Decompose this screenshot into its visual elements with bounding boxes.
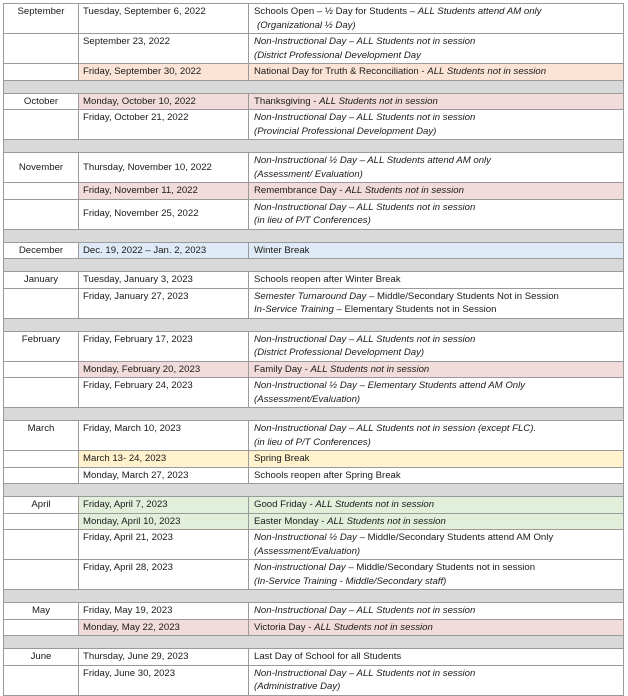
event-text-segment: Spring Break <box>254 453 310 464</box>
event-text-segment: Non-Instructional Day – ALL Students not in session <box>254 36 476 47</box>
event-text-segment: – Middle/Secondary Students not in session <box>345 562 536 573</box>
event-description-cell <box>249 530 624 560</box>
event-text-segment: ALL Students not in session <box>310 363 430 375</box>
month-cell: November <box>4 153 79 183</box>
event-description-cell <box>249 560 624 590</box>
separator-cell <box>4 484 624 497</box>
event-text-segment: Last Day of School for all Students <box>254 651 402 662</box>
event-line <box>254 422 619 436</box>
month-cell <box>4 530 79 560</box>
event-description-cell <box>249 497 624 514</box>
date-cell: Friday, February 17, 2023 <box>79 331 249 361</box>
event-text-segment: – Middle/Secondary Students Not in Session <box>366 290 559 302</box>
month-cell: September <box>4 4 79 34</box>
date-cell: Friday, November 25, 2022 <box>79 199 249 229</box>
event-line <box>254 680 619 694</box>
event-line <box>254 515 619 529</box>
month-cell: January <box>4 272 79 289</box>
section-separator <box>4 590 624 603</box>
date-cell: Friday, June 30, 2023 <box>79 665 249 695</box>
event-text-segment: Non-Instructional Day – ALL Students not in session <box>254 605 476 616</box>
event-text-segment: Schools Open – ½ Day for Students – <box>254 6 418 17</box>
calendar-body <box>4 4 624 696</box>
event-line <box>254 545 619 559</box>
date-cell: Friday, March 10, 2023 <box>79 421 249 451</box>
month-cell <box>4 361 79 378</box>
event-description-cell <box>249 4 624 34</box>
separator-cell <box>4 318 624 331</box>
event-text-segment: ALL Students not in session <box>319 95 438 107</box>
month-cell <box>4 513 79 530</box>
event-description-cell <box>249 272 624 289</box>
section-separator <box>4 484 624 497</box>
event-description-cell <box>249 619 624 636</box>
event-text-segment: Non-Instructional Day – ALL Students not in session <box>254 333 476 345</box>
event-text-segment: (Organizational ½ Day) <box>257 19 356 31</box>
event-text-segment: ALL Students attend AM only <box>417 6 542 17</box>
event-text-segment: – Elementary Students not in Session <box>333 304 497 315</box>
calendar-row <box>4 421 624 451</box>
calendar-row <box>4 619 624 636</box>
month-cell <box>4 378 79 408</box>
calendar-row <box>4 560 624 590</box>
event-text-segment: (Provincial Professional Development Day) <box>254 125 437 137</box>
calendar-row <box>4 199 624 229</box>
event-text-segment: (in lieu of P/T Conferences) <box>254 215 371 226</box>
date-cell: Friday, April 7, 2023 <box>79 497 249 514</box>
calendar-row <box>4 183 624 200</box>
event-description-cell <box>249 603 624 620</box>
event-text-segment: Family Day - <box>254 363 311 375</box>
date-cell: Dec. 19, 2022 – Jan. 2, 2023 <box>79 242 249 259</box>
date-cell: Monday, February 20, 2023 <box>79 361 249 378</box>
calendar-row <box>4 110 624 140</box>
event-description-cell <box>249 378 624 408</box>
event-line <box>254 35 619 49</box>
event-text-segment: ALL Students not in session <box>427 66 547 77</box>
event-line <box>254 667 619 681</box>
event-description-cell <box>249 34 624 64</box>
calendar-row <box>4 451 624 468</box>
date-cell: Friday, September 30, 2022 <box>79 64 249 81</box>
event-description-cell <box>249 242 624 259</box>
event-line <box>254 111 619 125</box>
date-cell: Friday, May 19, 2023 <box>79 603 249 620</box>
date-cell: Tuesday, January 3, 2023 <box>79 272 249 289</box>
date-cell: Thursday, June 29, 2023 <box>79 649 249 666</box>
event-text-segment: (Assessment/Evaluation) <box>254 393 361 405</box>
event-text-segment: In-Service Training <box>254 304 334 315</box>
date-cell: March 13- 24, 2023 <box>79 451 249 468</box>
calendar-row <box>4 497 624 514</box>
calendar-row <box>4 513 624 530</box>
event-text-segment: (District Professional Development Day) <box>254 347 425 358</box>
event-line <box>254 333 619 347</box>
event-text-segment: ALL Students not in session <box>314 621 433 633</box>
month-cell <box>4 467 79 484</box>
date-cell: Friday, April 28, 2023 <box>79 560 249 590</box>
event-text-segment: Good Friday - <box>254 499 316 510</box>
calendar-row <box>4 4 624 34</box>
event-description-cell <box>249 288 624 318</box>
date-cell: Friday, January 27, 2023 <box>79 288 249 318</box>
date-cell: September 23, 2022 <box>79 34 249 64</box>
event-text-segment: Non-Instructional ½ Day – Elementary Students attend AM Only <box>254 380 526 391</box>
event-text-segment: Winter Break <box>254 244 310 256</box>
calendar-row <box>4 64 624 81</box>
calendar-row <box>4 361 624 378</box>
separator-cell <box>4 259 624 272</box>
event-line <box>254 65 619 79</box>
event-line <box>254 5 619 19</box>
event-line <box>254 561 619 575</box>
month-cell <box>4 665 79 695</box>
calendar-row <box>4 378 624 408</box>
month-cell: March <box>4 421 79 451</box>
month-cell: April <box>4 497 79 514</box>
event-text-segment: ALL Students not in session <box>345 185 464 196</box>
event-text-segment: Non-instructional Day <box>254 562 346 573</box>
month-cell <box>4 183 79 200</box>
event-text-segment: Non-Instructional Day – ALL Students not in session <box>254 667 476 679</box>
event-text-segment: (District Professional Development Day <box>254 49 421 61</box>
month-cell: June <box>4 649 79 666</box>
calendar-row <box>4 272 624 289</box>
event-line <box>254 244 619 258</box>
event-description-cell <box>249 649 624 666</box>
section-separator <box>4 636 624 649</box>
event-line <box>254 363 619 377</box>
date-cell: Friday, April 21, 2023 <box>79 530 249 560</box>
calendar-row <box>4 93 624 110</box>
separator-cell <box>4 590 624 603</box>
date-cell: Friday, October 21, 2022 <box>79 110 249 140</box>
event-text-segment: Non-Instructional ½ Day <box>254 532 357 543</box>
event-line <box>254 531 619 545</box>
separator-cell <box>4 140 624 153</box>
calendar-row <box>4 603 624 620</box>
section-separator <box>4 229 624 242</box>
event-description-cell <box>249 153 624 183</box>
event-line <box>254 575 619 589</box>
event-description-cell <box>249 513 624 530</box>
event-line <box>254 498 619 512</box>
date-cell: Monday, October 10, 2022 <box>79 93 249 110</box>
month-cell <box>4 64 79 81</box>
date-cell: Monday, May 22, 2023 <box>79 619 249 636</box>
event-description-cell <box>249 64 624 81</box>
separator-cell <box>4 80 624 93</box>
calendar-row <box>4 665 624 695</box>
event-text-segment: Non-Instructional Day – ALL Students not in session <box>254 201 476 213</box>
month-cell <box>4 451 79 468</box>
event-text-segment: (Assessment/ Evaluation) <box>254 168 363 180</box>
event-line <box>254 393 619 407</box>
event-description-cell <box>249 199 624 229</box>
month-cell <box>4 34 79 64</box>
separator-cell <box>4 408 624 421</box>
event-line <box>254 379 619 393</box>
section-separator <box>4 318 624 331</box>
event-text-segment: Non-Instructional ½ Day – ALL Students attend AM only <box>254 155 491 166</box>
event-description-cell <box>249 183 624 200</box>
event-description-cell <box>249 361 624 378</box>
section-separator <box>4 80 624 93</box>
date-cell: Monday, March 27, 2023 <box>79 467 249 484</box>
event-line <box>254 184 619 198</box>
event-text-segment: Schools reopen after Winter Break <box>254 274 401 285</box>
calendar-row <box>4 331 624 361</box>
event-text-segment: Schools reopen after Spring Break <box>254 469 401 481</box>
month-cell: February <box>4 331 79 361</box>
event-text-segment: ALL Students not in session <box>327 515 446 527</box>
event-text-segment: Semester Turnaround Day <box>254 290 367 302</box>
event-description-cell <box>249 451 624 468</box>
event-line <box>254 452 619 466</box>
event-description-cell <box>249 331 624 361</box>
event-line <box>254 290 619 304</box>
event-line <box>254 154 619 168</box>
date-cell: Monday, April 10, 2023 <box>79 513 249 530</box>
section-separator <box>4 140 624 153</box>
separator-cell <box>4 636 624 649</box>
month-cell <box>4 560 79 590</box>
month-cell: December <box>4 242 79 259</box>
event-description-cell <box>249 93 624 110</box>
calendar-row <box>4 649 624 666</box>
event-line <box>254 436 619 450</box>
event-line <box>254 469 619 483</box>
event-text-segment: Victoria Day - <box>254 621 315 633</box>
event-text-segment: (in lieu of P/T Conferences) <box>254 436 371 448</box>
calendar-row <box>4 242 624 259</box>
event-line <box>254 214 619 228</box>
event-text-segment: National Day for Truth & Reconciliation - <box>254 66 428 77</box>
event-line <box>254 273 619 287</box>
event-line <box>254 95 619 109</box>
event-line <box>254 346 619 360</box>
event-description-cell <box>249 467 624 484</box>
event-text-segment: (In-Service Training - Middle/Secondary staff) <box>254 575 447 587</box>
event-line <box>254 201 619 215</box>
calendar-row <box>4 288 624 318</box>
section-separator <box>4 408 624 421</box>
month-cell: October <box>4 93 79 110</box>
event-description-cell <box>249 665 624 695</box>
event-line <box>254 303 619 317</box>
event-description-cell <box>249 110 624 140</box>
event-text-segment: Thanksgiving - <box>254 95 320 107</box>
month-cell: May <box>4 603 79 620</box>
month-cell <box>4 619 79 636</box>
school-calendar-table <box>3 3 624 696</box>
month-cell <box>4 288 79 318</box>
event-text-segment: Remembrance Day - <box>254 185 346 196</box>
section-separator <box>4 259 624 272</box>
event-text-segment: Non-Instructional Day – ALL Students not in session <box>254 112 476 123</box>
calendar-row <box>4 530 624 560</box>
event-line <box>254 621 619 635</box>
event-text-segment: – Middle/Secondary Students attend AM Only <box>356 532 554 543</box>
calendar-row <box>4 467 624 484</box>
event-description-cell <box>249 421 624 451</box>
date-cell: Friday, November 11, 2022 <box>79 183 249 200</box>
calendar-row <box>4 153 624 183</box>
event-text-segment: ALL Students not in session <box>315 499 435 510</box>
date-cell: Friday, February 24, 2023 <box>79 378 249 408</box>
date-cell: Tuesday, September 6, 2022 <box>79 4 249 34</box>
calendar-row <box>4 34 624 64</box>
event-line <box>254 125 619 139</box>
event-line <box>254 650 619 664</box>
event-line <box>254 19 619 33</box>
event-line <box>254 604 619 618</box>
month-cell <box>4 110 79 140</box>
date-cell: Thursday, November 10, 2022 <box>79 153 249 183</box>
event-text-segment: Non-Instructional Day – ALL Students not in session (except FLC). <box>254 423 537 434</box>
month-cell <box>4 199 79 229</box>
separator-cell <box>4 229 624 242</box>
event-line <box>254 168 619 182</box>
event-line <box>254 49 619 63</box>
event-text-segment: (Administrative Day) <box>254 681 341 692</box>
event-text-segment: (Assessment/Evaluation) <box>254 545 361 557</box>
event-text-segment: Easter Monday - <box>254 515 328 527</box>
